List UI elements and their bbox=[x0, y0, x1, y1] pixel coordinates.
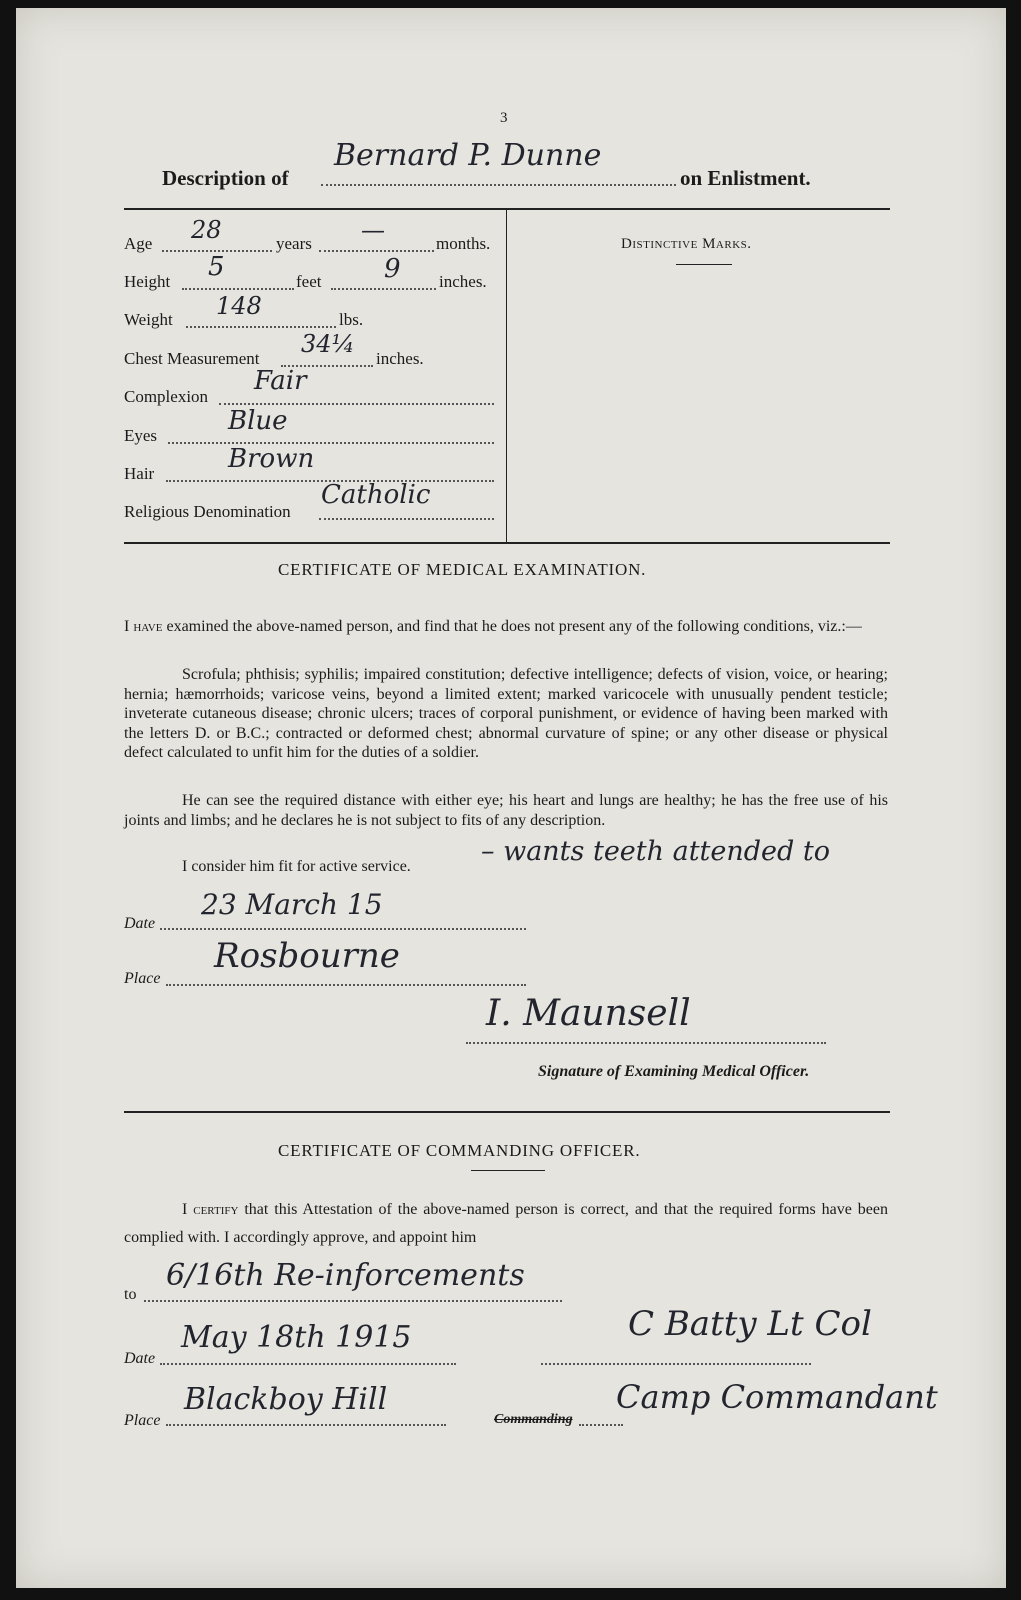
fit-statement: I consider him fit for active service. bbox=[182, 858, 411, 875]
commanding-date-value: May 18th 1915 bbox=[181, 1320, 412, 1355]
enlistee-name: Bernard P. Dunne bbox=[334, 138, 602, 173]
medical-heading: CERTIFICATE OF MEDICAL EXAMINATION. bbox=[278, 560, 647, 579]
chest-value: 34¼ bbox=[301, 330, 355, 358]
column-divider bbox=[506, 210, 507, 544]
medical-signature-line bbox=[466, 1038, 826, 1044]
commanding-heading-underline bbox=[471, 1170, 545, 1171]
medical-place-value: Rosbourne bbox=[214, 936, 400, 976]
religion-value: Catholic bbox=[321, 480, 431, 510]
medical-para-1-text: examined the above-named person, and find that he does not present any of the following conditions, viz.:— bbox=[166, 618, 862, 635]
eyes-value: Blue bbox=[228, 406, 288, 436]
complexion-value: Fair bbox=[254, 366, 307, 396]
medical-signature-label: Signature of Examining Medical Officer. bbox=[538, 1063, 810, 1080]
hair-value: Brown bbox=[228, 444, 315, 474]
page-number: 3 bbox=[500, 110, 508, 126]
commanding-label: Commanding bbox=[494, 1412, 573, 1427]
eyes-dots bbox=[168, 428, 494, 444]
age-label: Age bbox=[124, 234, 153, 253]
top-rule bbox=[124, 208, 890, 210]
commanding-place-value: Blackboy Hill bbox=[184, 1382, 388, 1417]
commanding-signature-line bbox=[541, 1349, 811, 1365]
medical-officer-signature: I. Maunsell bbox=[486, 993, 691, 1034]
medical-bottom-rule bbox=[124, 1111, 890, 1113]
fit-note: – wants teeth attended to bbox=[481, 836, 830, 867]
commanding-para-text: that this Attestation of the above-named person is correct, and that the required forms have been complied with. I accordingly approve, and appoint him bbox=[124, 1201, 888, 1246]
appoint-to-value: 6/16th Re-inforcements bbox=[166, 1258, 525, 1293]
commanding-officer-signature: C Batty Lt Col bbox=[628, 1304, 872, 1344]
complexion-label: Complexion bbox=[124, 387, 209, 406]
commanding-heading: CERTIFICATE OF COMMANDING OFFICER. bbox=[278, 1141, 641, 1160]
years-label: years bbox=[276, 234, 312, 253]
months-value: — bbox=[361, 216, 385, 244]
distinctive-marks-heading: Distinctive Marks. bbox=[621, 236, 752, 252]
feet-value: 5 bbox=[208, 252, 225, 282]
medical-para-2: Scrofula; phthisis; syphilis; impaired constitution; defective intelligence; defects of vision, voice, or hearing; hernia; hæmorrhoids; varicose veins, beyond a limited extent; marked varicocele with unusually pendent testicle; inveterate cutaneous disease; chronic ulcers; traces of corporal punishment, or evidence of having been marked with the letters D. or B.C.; contracted or deformed chest; abnormal curvature of spine; or any other disease or physical defect calculated to unfit him for the duties of a soldier. bbox=[124, 666, 888, 762]
height-label: Height bbox=[124, 272, 171, 291]
medical-para-1-lead: I have bbox=[124, 618, 163, 635]
medical-place-label: Place bbox=[124, 970, 161, 987]
inches-value: 9 bbox=[384, 254, 401, 284]
marks-underline bbox=[676, 264, 732, 265]
feet-label: feet bbox=[296, 272, 322, 291]
commanding-para bbox=[124, 1196, 888, 1252]
medical-date-value: 23 March 15 bbox=[201, 888, 383, 921]
header-suffix: on Enlistment. bbox=[680, 166, 811, 190]
medical-para-3: He can see the required distance with either eye; his heart and lungs are healthy; he has the free use of his joints and limbs; and he declares he is not subject to fits of any description. bbox=[124, 792, 888, 829]
age-value: 28 bbox=[191, 216, 222, 244]
weight-value: 148 bbox=[216, 292, 262, 320]
hair-label: Hair bbox=[124, 464, 155, 483]
medical-date-label: Date bbox=[124, 915, 156, 932]
feet-dots bbox=[182, 274, 294, 290]
commanding-place-label: Place bbox=[124, 1412, 161, 1429]
weight-label: Weight bbox=[124, 310, 173, 329]
inches-label: inches. bbox=[439, 272, 487, 291]
eyes-label: Eyes bbox=[124, 426, 158, 445]
chest-unit: inches. bbox=[376, 349, 424, 368]
months-label: months. bbox=[436, 234, 491, 253]
appoint-to-label: to bbox=[124, 1286, 137, 1303]
document-page bbox=[16, 8, 1006, 1588]
commanding-date-label: Date bbox=[124, 1350, 156, 1367]
description-bottom-rule bbox=[124, 542, 890, 544]
medical-para-1 bbox=[124, 617, 888, 637]
commanding-para-lead: I certify bbox=[182, 1201, 239, 1218]
chest-label: Chest Measurement bbox=[124, 349, 260, 368]
commanding-value: Camp Commandant bbox=[616, 1378, 938, 1416]
weight-unit: lbs. bbox=[339, 310, 364, 329]
religion-label: Religious Denomination bbox=[124, 502, 291, 521]
header-prefix: Description of bbox=[162, 166, 289, 190]
